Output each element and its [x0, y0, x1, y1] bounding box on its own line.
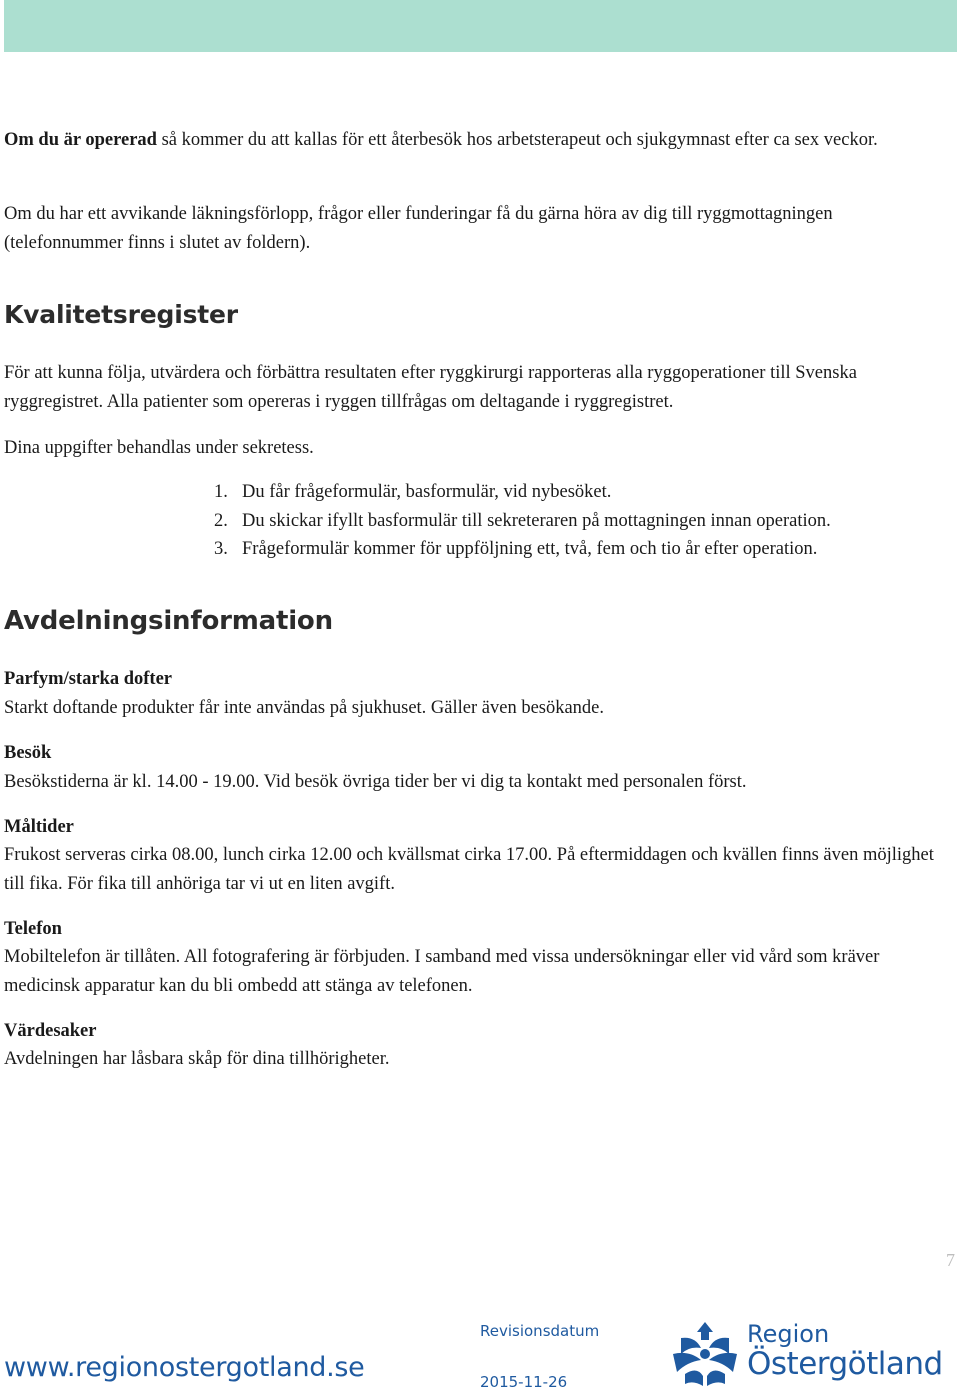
subheading-vardesaker: Värdesaker — [4, 1021, 97, 1041]
subheading-telefon: Telefon — [4, 919, 62, 939]
subheading-parfym: Parfym/starka dofter — [4, 669, 172, 689]
logo-text-region: Region — [747, 1320, 830, 1348]
page-number: 7 — [946, 1250, 955, 1270]
list-text: Frågeformulär kommer för uppföljning ett, två, fem och tio år efter operation. — [242, 539, 818, 559]
parfym-text: Starkt doftande produkter får inte användas på sjukhuset. Gäller även besökande. — [4, 698, 605, 718]
logo-text-ostergotland: Östergötland — [747, 1346, 943, 1382]
kvalitet-paragraph-1: För att kunna följa, utvärdera och förbättra resultaten efter ryggkirurgi rapporteras alla ryggoperationer till Svenska ryggregistret. Alla patienter som opereras i ryggen tillfrågas om deltagande i ryggregistret. — [4, 363, 857, 412]
heading-kvalitetsregister: Kvalitetsregister — [4, 300, 238, 329]
list-item — [214, 478, 831, 507]
kvalitet-numbered-list — [214, 478, 831, 564]
region-ostergotland-logo — [667, 1316, 959, 1392]
list-item — [214, 507, 831, 536]
intro-paragraph-1-text: så kommer du att kallas för ett återbesök hos arbetsterapeut och sjukgymnast efter ca sex veckor. — [156, 130, 878, 150]
list-item — [214, 535, 831, 564]
list-number: 3. — [214, 539, 228, 559]
besok-text: Besökstiderna är kl. 14.00 - 19.00. Vid besök övriga tider ber vi dig ta kontakt med personalen först. — [4, 772, 747, 792]
telefon-text: Mobiltelefon är tillåten. All fotografering är förbjuden. I samband med vissa undersökningar eller vid vård som kräver medicinsk apparatur kan du bli ombedd att stänga av telefonen. — [4, 947, 880, 996]
footer-website-link[interactable]: www.regionostergotland.se — [4, 1352, 365, 1383]
maltider-text: Frukost serveras cirka 08.00, lunch cirka 12.00 och kvällsmat cirka 17.00. På eftermiddagen och kvällen finns även möjlighet till fika. För fika till anhöriga tar vi ut en liten avgift. — [4, 845, 934, 894]
header-color-band — [4, 0, 957, 52]
list-number: 2. — [214, 510, 228, 531]
intro-paragraph-1 — [4, 126, 954, 155]
heading-avdelningsinformation: Avdelningsinformation — [4, 606, 333, 636]
logo-emblem-icon — [667, 1318, 743, 1390]
kvalitet-paragraph-2: Dina uppgifter behandlas under sekretess. — [4, 438, 314, 458]
intro-bold-lead: Om du är opererad — [4, 130, 157, 150]
intro-paragraph-2: Om du har ett avvikande läkningsförlopp, frågor eller funderingar få du gärna höra av dig till ryggmottagningen (telefonnummer finns i slutet av foldern). — [4, 204, 833, 253]
list-text: Du får frågeformulär, basformulär, vid nybesöket. — [242, 482, 612, 502]
subheading-besok: Besök — [4, 743, 52, 763]
list-text: Du skickar ifyllt basformulär till sekreteraren på mottagningen innan operation. — [242, 510, 831, 531]
vardesaker-text: Avdelningen har låsbara skåp för dina tillhörigheter. — [4, 1049, 390, 1069]
revision-label: Revisionsdatum — [480, 1322, 600, 1340]
subheading-maltider: Måltider — [4, 817, 74, 837]
revision-date: 2015-11-26 — [480, 1373, 568, 1391]
list-number: 1. — [214, 482, 228, 502]
